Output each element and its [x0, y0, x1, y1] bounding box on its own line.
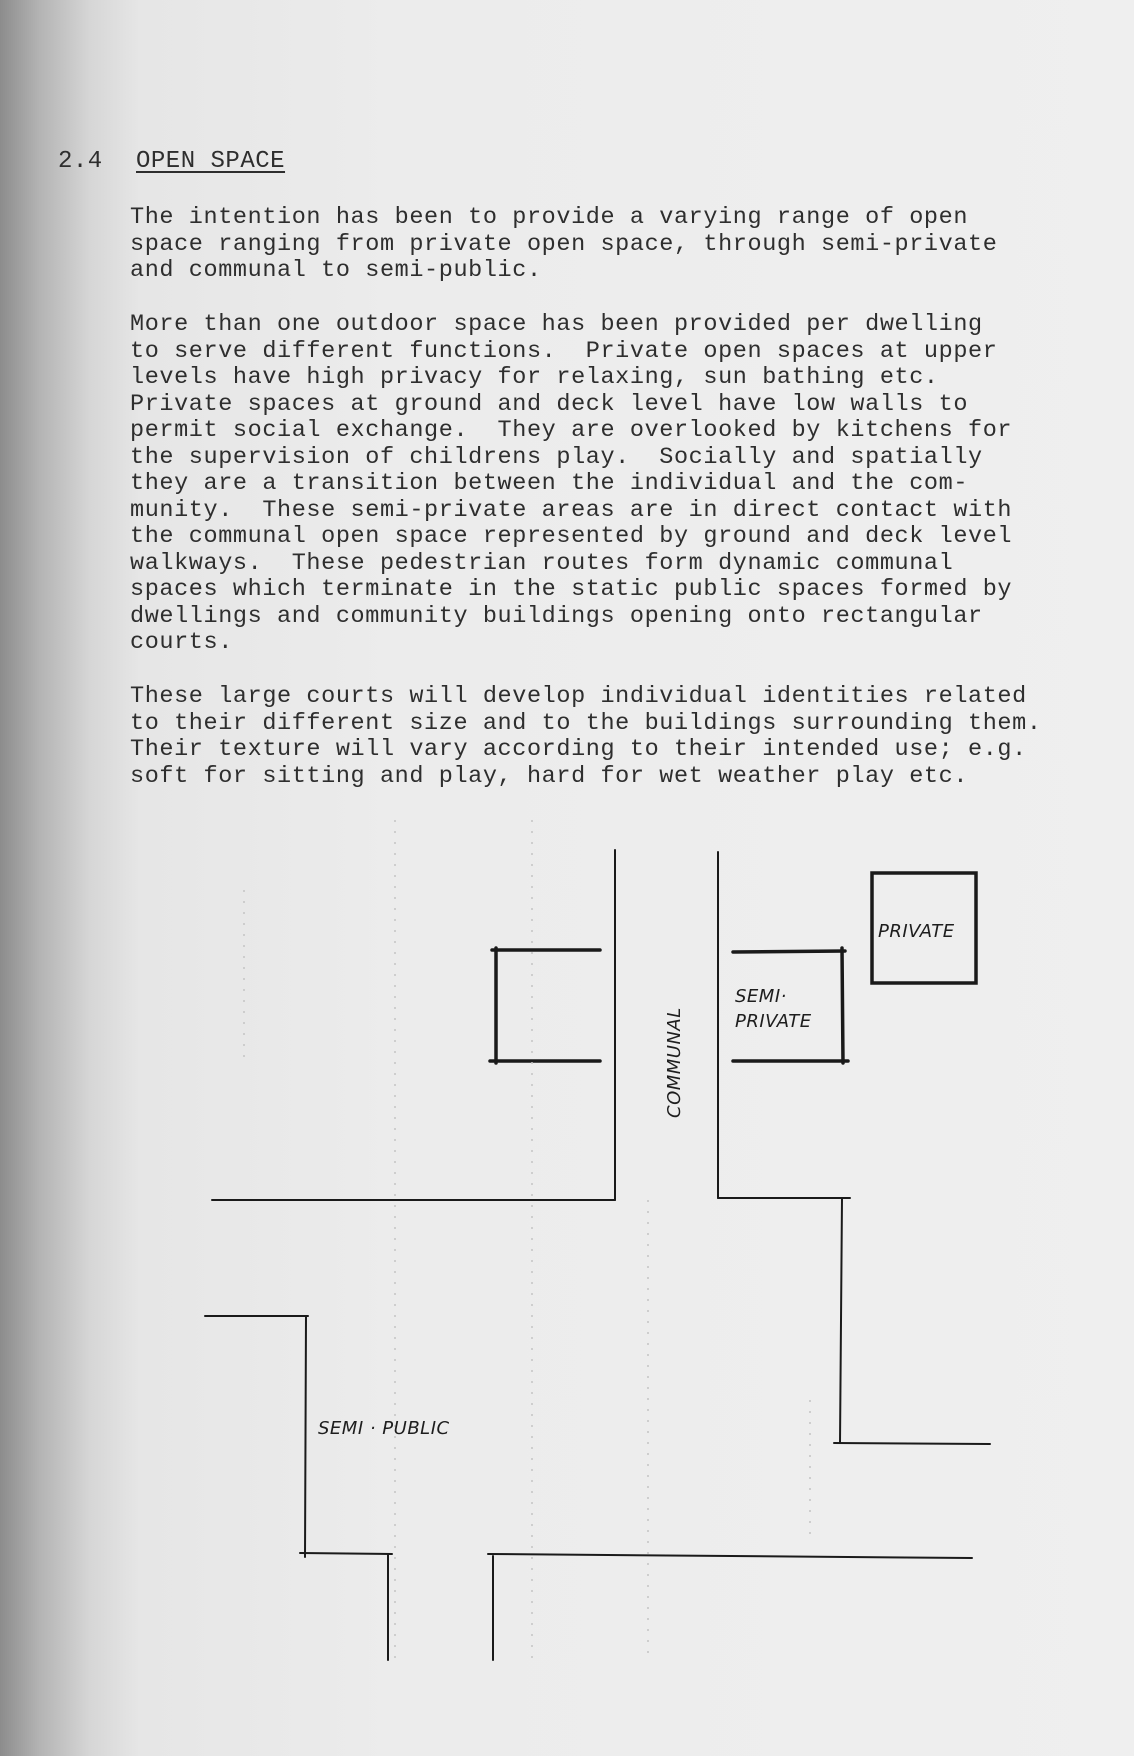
- paragraph-2: More than one outdoor space has been provided per dwelling to serve different functions. Private open spaces at upper levels have high privacy for relaxing, sun bathing etc. Private spaces at ground and deck level have low walls to permit social exchange. They are overlooked by kitchens for the supervision of childrens play. Socially and spatially they are a transition between the individual and the com- munity. These semi-private areas are in direct contact with the communal open space represented by ground and deck level walkways. These pedestrian routes form dynamic communal spaces which terminate in the static public spaces formed by dwellings and community buildings opening onto rectangular courts.: [130, 311, 1013, 656]
- paragraph-3: These large courts will develop individual identities related to their different size and to the buildings surrounding them. Their texture will vary according to their intended use; e.g. soft for sitting and play, hard for wet weather play etc.: [130, 683, 1042, 790]
- paragraph-1: The intention has been to provide a varying range of open space ranging from private open space, through semi-private and communal to semi-public.: [130, 204, 998, 284]
- label-private: PRIVATE: [878, 921, 955, 942]
- section-title: OPEN SPACE: [136, 148, 286, 175]
- label-semi-public: SEMI · PUBLIC: [318, 1418, 450, 1439]
- label-communal: COMMUNAL: [664, 1007, 685, 1118]
- right-court-edge: [834, 1443, 990, 1444]
- bleed-through-marks: [244, 820, 810, 1660]
- section-number: 2.4: [58, 148, 103, 175]
- label-semi-private-line2: PRIVATE: [735, 1011, 812, 1032]
- lower-right-edge: [488, 1554, 972, 1558]
- semi-public-bottom-edge: [300, 1553, 392, 1554]
- right-court-wall: [840, 1198, 842, 1443]
- semi-public-right-wall: [305, 1316, 306, 1557]
- left-square: [490, 948, 600, 1063]
- diagram-lines: [205, 850, 990, 1660]
- label-semi-private-line1: SEMI·: [735, 986, 787, 1007]
